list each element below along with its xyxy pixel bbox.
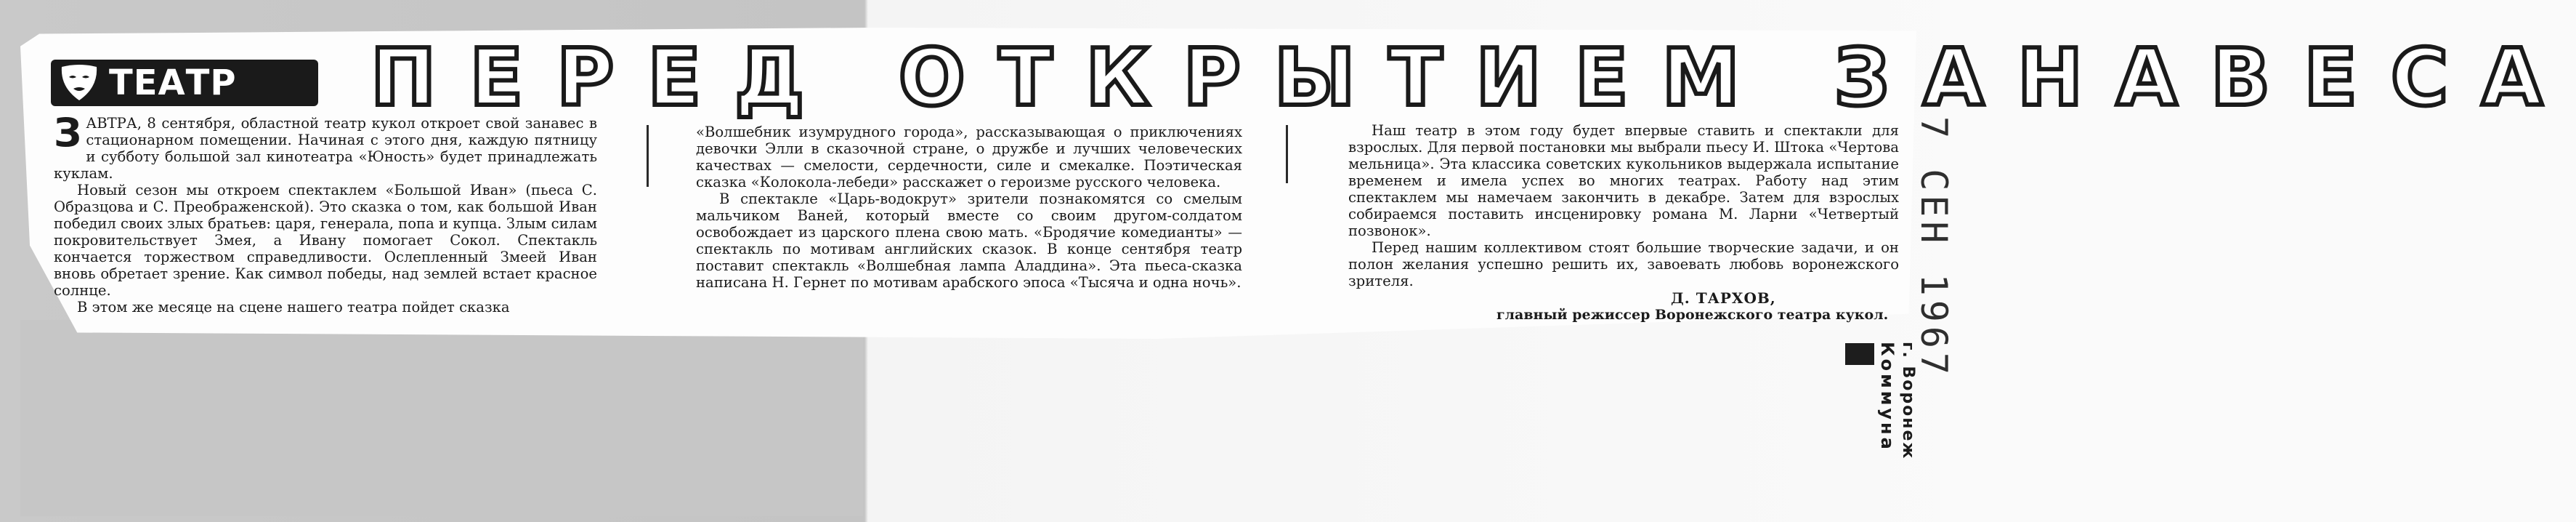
paragraph-text: АВТРА, 8 сентября, областной театр кукол откроет свой занавес в стационарном помещении. Начиная с этого дня, каждую пятницу и субботу большой зал кинотеатра «Юность» будет принадлежать куклам. — [54, 115, 597, 182]
paragraph — [54, 110, 597, 182]
column-rule — [1286, 125, 1288, 183]
theatre-mask-icon — [54, 61, 105, 105]
paragraph: В этом же месяце на сцене нашего театра пойдет сказка — [77, 299, 510, 316]
newspaper-stamp — [1877, 342, 1921, 494]
rubric-badge — [51, 60, 318, 106]
newspaper-city: г. Воронеж — [1899, 342, 1917, 460]
stamp-mark — [1845, 343, 1874, 365]
dropcap: З — [54, 110, 82, 156]
headline: ПЕРЕД ОТКРЫТИЕМ ЗАНАВЕСА — [370, 33, 2576, 124]
paragraph: Перед нашим коллективом стоят большие творческие задачи, и он полон желания успешно решить их, завоевать любовь воронежского зрителя. — [1348, 239, 1899, 289]
paragraph: В спектакле «Царь-водокрут» зрители познакомятся со смелым мальчиком Ваней, который вместе со своим другом-солдатом освобождает из царского плена свою мать. «Бродячие комедианты» — спектакль по мотивам английских сказок. В конце сентября театр поставит спектакль «Волшебная лампа Аладдина». Эта пьеса-сказка написана Н. Гернет по мотивам арабского эпоса «Тысяча и одна ночь». — [696, 190, 1242, 291]
rubric-label: ТЕАТР — [109, 63, 237, 103]
newspaper-name: Коммуна — [1877, 342, 1897, 452]
article-column-2 — [696, 124, 1242, 291]
author-signature: Д. ТАРХОВ, — [1671, 289, 1776, 307]
paragraph: Новый сезон мы откроем спектаклем «Большой Иван» (пьеса С. Образцова и С. Преображенской). Это сказка о том, как большой Иван победил своих злых братьев: царя, генерала, попа и купца. Злым силам покровительствует Змея, а Ивану помогает Сокол. Спектакль кончается торжеством справедливости. Ослепленный Змеей Иван вновь обретает зрение. Как символ победы, над землей встает красное солнце. — [54, 182, 597, 299]
author-title: главный режиссер Воронежского театра кукол. — [1496, 307, 1889, 323]
date-stamp: 7 СЕН 1967 — [1913, 116, 1955, 380]
column-rule — [647, 125, 649, 187]
paragraph: «Волшебник изумрудного города», рассказывающая о приключениях девочки Элли в сказочной стране, о дружбе и лучших человеческих качествах — смелости, сердечности, силе и смекалке. Поэтическая сказка «Колокола-лебеди» расскажет о героизме русского человека. — [696, 124, 1242, 190]
article-column-1 — [54, 110, 597, 316]
scan-background — [20, 320, 863, 516]
article-column-3 — [1348, 122, 1899, 289]
paragraph: Наш театр в этом году будет впервые ставить и спектакли для взрослых. Для первой постановки мы выбрали пьесу И. Штока «Чертова мельница». Эта классика советских кукольников выдержала испытание временем и имела успех во многих театрах. Работу над этим спектаклем мы намечаем закончить в декабре. Затем для взрослых собираемся поставить инсценировку романа М. Ларни «Четвертый позвонок». — [1348, 122, 1899, 239]
